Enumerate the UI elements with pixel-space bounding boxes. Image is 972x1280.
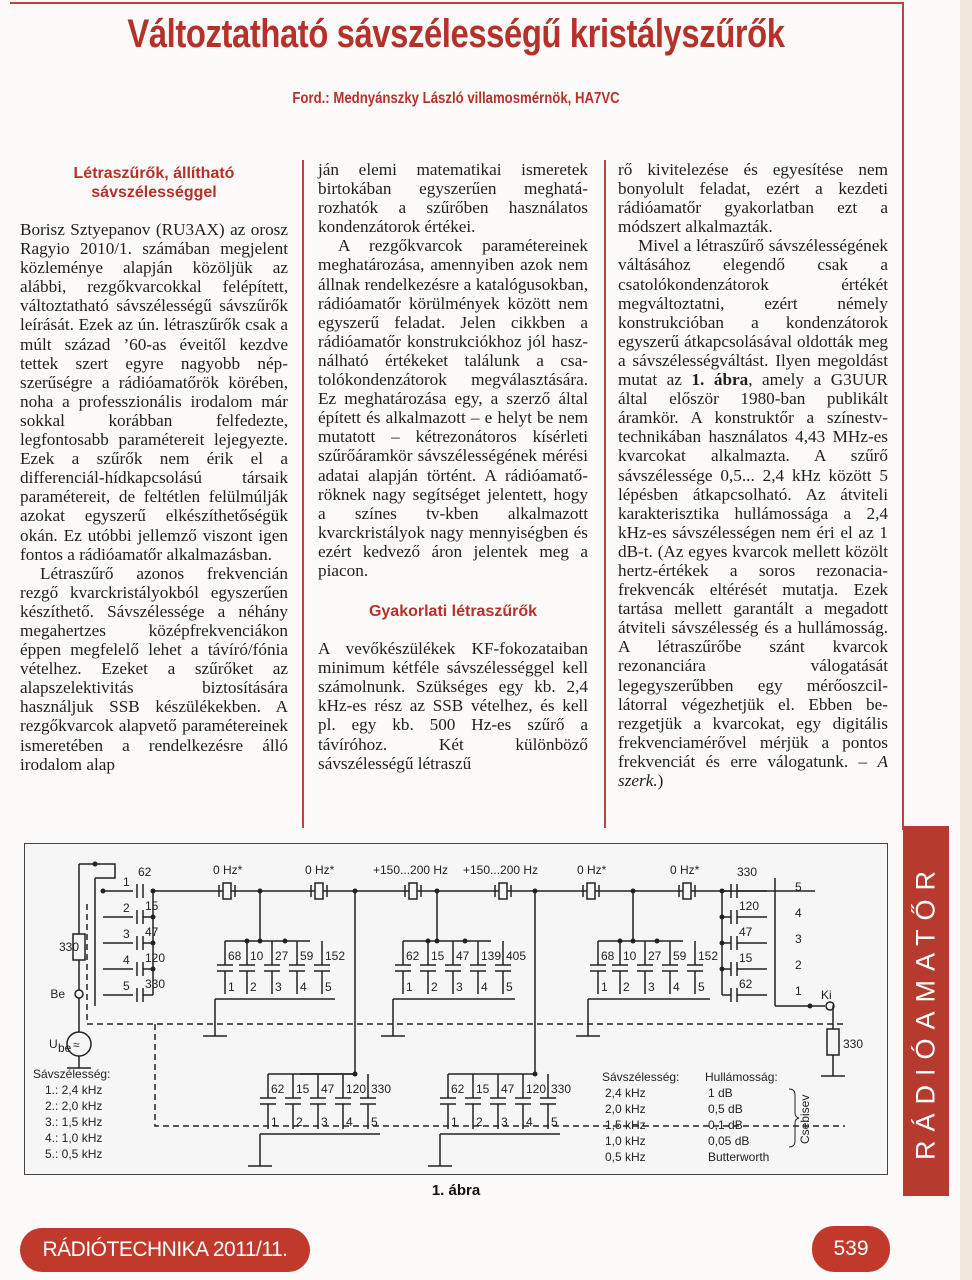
svg-text:4: 4 (123, 953, 130, 967)
svg-text:15: 15 (145, 899, 159, 913)
svg-text:4: 4 (300, 980, 307, 994)
svg-text:68: 68 (228, 949, 242, 963)
svg-text:0,1 dB: 0,1 dB (708, 1118, 743, 1132)
svg-text:5: 5 (325, 980, 332, 994)
svg-text:330: 330 (843, 1037, 864, 1051)
svg-text:0,05 dB: 0,05 dB (708, 1134, 750, 1148)
svg-text:+150...200 Hz: +150...200 Hz (463, 863, 539, 877)
svg-text:62: 62 (138, 865, 152, 879)
svg-text:62: 62 (451, 1082, 465, 1096)
svg-text:68: 68 (601, 949, 615, 963)
svg-text:120: 120 (526, 1082, 547, 1096)
svg-text:5: 5 (123, 979, 130, 993)
column-2 (318, 160, 588, 773)
svg-text:4: 4 (346, 1115, 353, 1129)
svg-text:0,5 dB: 0,5 dB (708, 1102, 743, 1116)
svg-text:120: 120 (739, 899, 760, 913)
column-1 (20, 160, 288, 774)
svg-text:3.: 1,5 kHz: 3.: 1,5 kHz (45, 1115, 103, 1129)
svg-text:3: 3 (123, 927, 130, 941)
svg-text:4: 4 (526, 1115, 533, 1129)
svg-text:5: 5 (506, 980, 513, 994)
column-3 (618, 160, 888, 790)
svg-text:47: 47 (501, 1082, 515, 1096)
svg-text:5: 5 (371, 1115, 378, 1129)
svg-text:3: 3 (456, 980, 463, 994)
svg-text:330: 330 (737, 865, 758, 879)
figure-caption: 1. ábra (431, 1182, 481, 1199)
svg-text:0,5 kHz: 0,5 kHz (605, 1150, 646, 1164)
svg-text:15: 15 (296, 1082, 310, 1096)
svg-text:+150...200 Hz: +150...200 Hz (373, 863, 449, 877)
svg-text:Sávszélesség:: Sávszélesség: (602, 1070, 680, 1084)
svg-text:2: 2 (623, 980, 630, 994)
shunt-bank-c (576, 891, 710, 1036)
article-byline: Ford.: Mednyánszky László villamosmérnök, HA7VC (292, 90, 620, 107)
svg-text:0 Hz*: 0 Hz* (213, 863, 243, 877)
svg-text:3: 3 (795, 932, 802, 946)
svg-text:U: U (49, 1037, 58, 1051)
svg-text:5: 5 (551, 1115, 558, 1129)
svg-text:4: 4 (673, 980, 680, 994)
section-heading: Gyakorlati létraszűrők (368, 603, 538, 621)
svg-text:Csebisev: Csebisev (798, 1094, 812, 1144)
svg-text:2,0 kHz: 2,0 kHz (605, 1102, 646, 1116)
svg-text:Ki: Ki (821, 988, 832, 1002)
svg-text:5: 5 (795, 880, 802, 894)
svg-text:3: 3 (275, 980, 282, 994)
svg-text:1: 1 (451, 1115, 458, 1129)
svg-text:2.: 2,0 kHz: 2.: 2,0 kHz (45, 1099, 103, 1113)
shunt-bank-b (381, 891, 515, 1036)
svg-text:0 Hz*: 0 Hz* (670, 863, 700, 877)
page-edge (960, 0, 972, 1280)
editor-note: A szerk. (618, 751, 888, 790)
svg-text:59: 59 (300, 949, 314, 963)
section-heading: Létraszűrők, állítható sávszélességgel (73, 165, 235, 201)
circuit-diagram (24, 843, 888, 1175)
svg-text:3: 3 (321, 1115, 328, 1129)
svg-text:2: 2 (296, 1115, 303, 1129)
svg-text:4: 4 (795, 906, 802, 920)
svg-text:120: 120 (346, 1082, 367, 1096)
section-sidebar (903, 826, 949, 1196)
svg-text:≈: ≈ (73, 1038, 80, 1052)
svg-text:1: 1 (406, 980, 413, 994)
svg-text:120: 120 (145, 951, 166, 965)
svg-text:1.: 2,4 kHz: 1.: 2,4 kHz (45, 1083, 103, 1097)
svg-text:2: 2 (476, 1115, 483, 1129)
svg-text:Butterworth: Butterworth (708, 1150, 770, 1164)
svg-text:Hullámosság:: Hullámosság: (705, 1070, 778, 1084)
svg-text:59: 59 (673, 949, 687, 963)
svg-text:47: 47 (321, 1082, 335, 1096)
svg-text:1: 1 (601, 980, 608, 994)
paragraph: Borisz Sztyepanov (RU3AX) az orosz Ragyio 2010/1. számában megjelent közleménye alapján közöljük az alábbi, rezgőkvarcokkal felépített, változtatható sávszélességű sávszűrők leírását. Ezek az ún. létraszűrők csak a múlt század ’60-as éveitől kezdve tettek szert egyre nagyobb népszerűségre a rádióamatőrök körében, noha a professzionális irodalom már sokkal korábban felfedezte, legfontosabb paramétereit lejegyezte. Ezek a szűrők nem érik el a differenciál-hídkapcsolású társaik paramétereit, de feltétlen felülmúlják azokat egyszerű elkészíthetőségük okán. Ez utóbbi jellemző viszont igen fontos a rádióamatőr alkalmazásban. (20, 220, 288, 564)
svg-text:47: 47 (456, 949, 470, 963)
page-number-badge: 539 (812, 1226, 890, 1272)
paragraph: rő kivitelezése és egyesítése nem bonyolult feladat, ezért a kezdeti rádióamatőr gyakorlatban ezt a módszert alkalmazták. (618, 160, 888, 237)
svg-text:2,4 kHz: 2,4 kHz (605, 1086, 646, 1100)
svg-text:15: 15 (431, 949, 445, 963)
svg-text:Be: Be (50, 987, 65, 1001)
paragraph: Létraszűrő azonos frekvencián rezgő kvarckristályokból egyszerűen készíthető. Sávszélessége a néhány megahertzes középfrekvenciákon éppen megfelelő lehet a távíró/fónia vételhez. Ezeket a szűrőket az alapszelektivitás biztosítására használjuk SSB készülékekben. A rezgőkvarcok alapvető paramétereinek ismeretében a rendelkezésre álló irodalom alap (20, 563, 288, 774)
shunt-bank-a (203, 891, 335, 1036)
paragraph: A rezgőkvarcok paramétereinek meghatározása, amennyiben azok nem állnak rendelkezésre a katalógusokban, rádióamatőr körülmények között nem egyszerű feladat. Jelen cikkben a rádióamatőr konstrukciókhoz jól használható értékeket találunk a csatolókondenzátorok megválasztására. Ez meghatározása egy, a szerző által épített és alkalmazott – e helyt be nem mutatott – kétrezonátoros kísérleti szűrőáramkör sávszélességének mérési adatai alapján történt. A rádióamatőröknek nagy segítséget jelentett, hogy a színes tv-kben alkalmazott kvarckristályok nagy mennyiségben és ezért kedvező áron jelentek meg a piacon. (318, 236, 588, 580)
svg-text:1 dB: 1 dB (708, 1086, 733, 1100)
svg-text:2: 2 (795, 958, 802, 972)
svg-text:330: 330 (145, 977, 166, 991)
svg-text:10: 10 (250, 949, 264, 963)
svg-text:1,5 kHz: 1,5 kHz (605, 1118, 646, 1132)
svg-text:4: 4 (481, 980, 488, 994)
svg-text:330: 330 (59, 940, 80, 954)
svg-text:15: 15 (739, 951, 753, 965)
svg-text:152: 152 (698, 949, 719, 963)
schematic-drawing (25, 844, 887, 1174)
sidebar-label: RÁDIÓAMATŐR (910, 861, 941, 1161)
svg-text:47: 47 (739, 925, 753, 939)
svg-text:1: 1 (123, 875, 130, 889)
svg-text:2: 2 (123, 901, 130, 915)
svg-text:15: 15 (476, 1082, 490, 1096)
svg-text:be: be (58, 1041, 72, 1055)
svg-text:0 Hz*: 0 Hz* (577, 863, 607, 877)
paragraph: A vevőkészülékek KF-fokozataiban minimum kétféle sávszélességgel kell számolnunk. Szükséges egy kb. 2,4 kHz-es rész az SSB vételhez, és kell pl. egy kb. 500 Hz-es szűrő a távíróhoz. Két különböző sávszélességű létraszű (318, 639, 588, 773)
svg-text:62: 62 (406, 949, 420, 963)
svg-text:47: 47 (145, 925, 159, 939)
svg-text:10: 10 (623, 949, 637, 963)
svg-text:Sávszélesség:: Sávszélesség: (33, 1067, 111, 1081)
svg-text:2: 2 (250, 980, 257, 994)
svg-text:62: 62 (739, 977, 753, 991)
magazine-issue-badge: RÁDIÓTECHNIKA 2011/11. (20, 1228, 310, 1272)
svg-text:0 Hz*: 0 Hz* (305, 863, 335, 877)
svg-text:62: 62 (271, 1082, 285, 1096)
svg-text:152: 152 (325, 949, 346, 963)
paragraph: ján elemi matematikai ismeretek birtokában egyszerűen meghatározhatók a szűrőben használatos kondenzátorok értékei. (318, 160, 588, 237)
svg-text:3: 3 (648, 980, 655, 994)
svg-text:3: 3 (501, 1115, 508, 1129)
svg-text:5.: 0,5 kHz: 5.: 0,5 kHz (45, 1147, 103, 1161)
svg-text:2: 2 (431, 980, 438, 994)
paragraph: Mivel a létraszűrő sávszélességének váltásához elegendő csak a csatolókondenzátorok értékét megváltoztatni, ezért némely konstrukcióban a kondenzátorok egyszerű átkapcsolásával oldották meg a sávszélességváltást. Ilyen megoldást mutat az 1. ábra, amely a G3UUR által először 1980-ban publikált áramkör. A konstruktőr a színestv-technikában használatos 4,43 MHz-es kvarcokat alkalmazta. A szűrő sávszélessége 0,5... 2,4 kHz között 5 lépésben átkapcsolható. Az átviteli karakterisztika hullámossága a 2,4 kHz-es sávszélességen nem éri el az 1 dB-t. (Az egyes kvarcok mellett közölt hertz-értékek a soros rezonaciafrekvencák eltérését mutatja. Ezek tartása mellett garantált a megadott átviteli sávszélesség és a hullámosság. A létraszűrőbe szánt kvarcok rezonanciára válogatását legegyszerűbben egy mérőoszcillátorral végezhetjük el. Ebben berezgetjük a kvarcokat, egy digitális frekvenciamérővel mérjük a pontos frekvenciát és erre válogatunk. – A szerk.) (618, 236, 889, 790)
column-rule (302, 160, 304, 828)
article-title: Változtatható sávszélességű kristályszűrők (127, 12, 785, 56)
svg-text:330: 330 (371, 1082, 392, 1096)
svg-text:139: 139 (481, 949, 502, 963)
svg-text:405: 405 (506, 949, 527, 963)
svg-text:1: 1 (228, 980, 235, 994)
svg-text:5: 5 (698, 980, 705, 994)
svg-text:4.: 1,0 kHz: 4.: 1,0 kHz (45, 1131, 103, 1145)
svg-text:1: 1 (271, 1115, 278, 1129)
svg-text:27: 27 (275, 949, 289, 963)
svg-text:1: 1 (795, 984, 802, 998)
svg-text:1,0 kHz: 1,0 kHz (605, 1134, 646, 1148)
column-rule (604, 160, 606, 828)
svg-text:330: 330 (551, 1082, 572, 1096)
figure-reference: 1. ábra (691, 370, 749, 390)
svg-text:27: 27 (648, 949, 662, 963)
